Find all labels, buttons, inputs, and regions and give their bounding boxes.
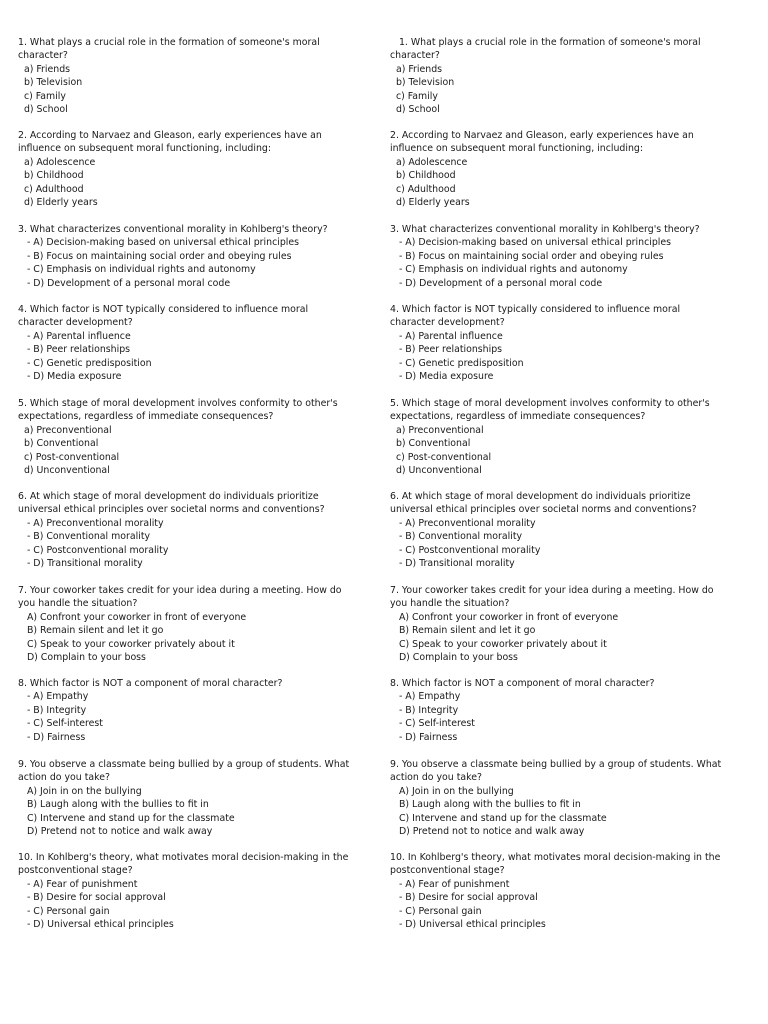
question-text: 9. You observe a classmate being bullied by a group of students. What — [390, 759, 722, 770]
answer-option: - A) Preconventional morality — [18, 517, 164, 529]
question-text: 2. According to Narvaez and Gleason, early experiences have an — [18, 130, 322, 141]
question-text: 6. At which stage of moral development do individuals prioritize — [18, 491, 319, 502]
answer-option: - D) Transitional morality — [390, 557, 515, 569]
answer-option: - D) Universal ethical principles — [18, 918, 174, 930]
answer-option: - B) Integrity — [18, 704, 87, 716]
question-text: 4. Which factor is NOT typically considered to influence moral — [18, 304, 309, 315]
answer-option: - C) Genetic predisposition — [390, 357, 524, 369]
question-text: 7. Your coworker takes credit for your idea during a meeting. How do — [18, 585, 342, 596]
answer-option: - C) Emphasis on individual rights and autonomy — [18, 264, 256, 276]
answer-option: - D) Transitional morality — [18, 557, 143, 569]
question-text: 3. What characterizes conventional morality in Kohlberg's theory? — [18, 224, 328, 235]
question-text: 9. You observe a classmate being bullied by a group of students. What — [18, 759, 350, 770]
question-block — [390, 584, 750, 664]
answer-option: - B) Peer relationships — [18, 344, 131, 356]
answer-option: a) Friends — [18, 63, 71, 75]
answer-option: b) Television — [18, 77, 83, 89]
answer-option: - C) Postconventional morality — [18, 544, 169, 556]
question-block — [18, 851, 378, 931]
answer-option: - A) Decision-making based on universal ethical principles — [390, 237, 672, 249]
answer-option: b) Childhood — [390, 170, 456, 182]
answer-option: b) Childhood — [18, 170, 84, 182]
answer-option: - D) Development of a personal moral code — [390, 277, 603, 289]
answer-option: c) Family — [18, 90, 66, 102]
question-text: universal ethical principles over societal norms and conventions? — [390, 504, 697, 516]
answer-option: B) Laugh along with the bullies to fit in — [18, 799, 209, 811]
question-text: influence on subsequent moral functioning, including: — [390, 143, 644, 155]
answer-option: A) Confront your coworker in front of everyone — [390, 611, 619, 623]
answer-option: d) Unconventional — [18, 464, 110, 476]
answer-option: - A) Parental influence — [390, 330, 503, 342]
answer-option: B) Remain silent and let it go — [390, 625, 536, 637]
question-block — [390, 677, 750, 744]
answer-option: - B) Integrity — [390, 704, 459, 716]
question-block — [390, 397, 750, 477]
question-block — [18, 758, 378, 838]
answer-option: - C) Genetic predisposition — [18, 357, 152, 369]
question-block — [18, 490, 378, 570]
answer-option: c) Family — [390, 90, 438, 102]
question-text: 5. Which stage of moral development involves conformity to other's — [18, 398, 338, 409]
question-text: influence on subsequent moral functioning, including: — [18, 143, 272, 155]
question-block — [390, 758, 750, 838]
question-block — [18, 303, 378, 383]
answer-option: - B) Peer relationships — [390, 344, 503, 356]
answer-option: B) Remain silent and let it go — [18, 625, 164, 637]
question-text: expectations, regardless of immediate consequences? — [18, 411, 274, 423]
answer-option: A) Join in on the bullying — [390, 785, 514, 797]
question-text: 10. In Kohlberg's theory, what motivates moral decision-making in the — [390, 852, 721, 863]
answer-option: d) Elderly years — [390, 196, 470, 208]
answer-option: - A) Empathy — [390, 691, 461, 703]
answer-option: - D) Media exposure — [18, 370, 122, 382]
answer-option: b) Conventional — [390, 438, 471, 450]
answer-option: C) Speak to your coworker privately about it — [18, 638, 235, 650]
answer-option: C) Intervene and stand up for the classmate — [390, 812, 607, 824]
question-text: postconventional stage? — [390, 865, 505, 877]
answer-option: c) Post-conventional — [18, 451, 120, 463]
answer-option: - C) Postconventional morality — [390, 544, 541, 556]
answer-option: - B) Conventional morality — [18, 531, 151, 543]
answer-option: a) Preconventional — [390, 424, 484, 436]
question-text: 10. In Kohlberg's theory, what motivates moral decision-making in the — [18, 852, 349, 863]
question-text: 2. According to Narvaez and Gleason, early experiences have an — [390, 130, 694, 141]
answer-option: - C) Personal gain — [18, 905, 110, 917]
answer-option: - D) Development of a personal moral code — [18, 277, 231, 289]
question-text: 7. Your coworker takes credit for your idea during a meeting. How do — [390, 585, 714, 596]
answer-option: - D) Media exposure — [390, 370, 494, 382]
question-text: 8. Which factor is NOT a component of moral character? — [18, 678, 283, 689]
answer-option: a) Friends — [390, 63, 443, 75]
question-text: 5. Which stage of moral development involves conformity to other's — [390, 398, 710, 409]
answer-option: - A) Parental influence — [18, 330, 131, 342]
answer-option: d) School — [390, 103, 440, 115]
answer-option: d) School — [18, 103, 68, 115]
question-block — [18, 584, 378, 664]
question-text: expectations, regardless of immediate consequences? — [390, 411, 646, 423]
question-text: 3. What characterizes conventional morality in Kohlberg's theory? — [390, 224, 700, 235]
answer-option: - C) Emphasis on individual rights and autonomy — [390, 264, 628, 276]
answer-option: - A) Empathy — [18, 691, 89, 703]
question-text: 1. What plays a crucial role in the formation of someone's moral — [18, 37, 320, 48]
answer-option: c) Adulthood — [390, 183, 456, 195]
question-text: character development? — [390, 317, 505, 329]
answer-option: b) Television — [390, 77, 455, 89]
question-block — [390, 36, 750, 116]
question-text: character? — [18, 50, 68, 62]
answer-option: a) Adolescence — [18, 156, 96, 168]
question-text: character? — [390, 50, 440, 62]
answer-option: - B) Desire for social approval — [18, 892, 166, 904]
question-block — [390, 303, 750, 383]
question-block — [18, 397, 378, 477]
answer-option: - C) Self-interest — [18, 718, 103, 730]
answer-option: - B) Desire for social approval — [390, 892, 538, 904]
answer-option: - A) Preconventional morality — [390, 517, 536, 529]
answer-option: a) Adolescence — [390, 156, 468, 168]
answer-option: - D) Universal ethical principles — [390, 918, 546, 930]
question-block — [18, 223, 378, 290]
question-text: 4. Which factor is NOT typically considered to influence moral — [390, 304, 681, 315]
question-block — [390, 129, 750, 209]
answer-option: c) Post-conventional — [390, 451, 492, 463]
question-text: 8. Which factor is NOT a component of moral character? — [390, 678, 655, 689]
answer-option: A) Join in on the bullying — [18, 785, 142, 797]
answer-option: C) Speak to your coworker privately about it — [390, 638, 607, 650]
answer-option: - A) Fear of punishment — [390, 878, 510, 890]
question-block — [390, 851, 750, 931]
question-text: action do you take? — [18, 772, 110, 784]
question-text: universal ethical principles over societal norms and conventions? — [18, 504, 325, 516]
question-block — [390, 223, 750, 290]
answer-option: b) Conventional — [18, 438, 99, 450]
question-text: you handle the situation? — [18, 598, 138, 610]
answer-option: - C) Personal gain — [390, 905, 482, 917]
answer-option: - B) Focus on maintaining social order and obeying rules — [390, 250, 664, 262]
question-text: 1. What plays a crucial role in the formation of someone's moral — [390, 37, 701, 48]
answer-option: - B) Conventional morality — [390, 531, 523, 543]
answer-option: D) Pretend not to notice and walk away — [18, 825, 213, 837]
answer-option: - A) Fear of punishment — [18, 878, 138, 890]
question-block — [18, 36, 378, 116]
answer-option: D) Complain to your boss — [18, 651, 146, 663]
question-block — [18, 129, 378, 209]
question-text: character development? — [18, 317, 133, 329]
question-text: postconventional stage? — [18, 865, 133, 877]
question-block — [18, 677, 378, 744]
answer-option: C) Intervene and stand up for the classmate — [18, 812, 235, 824]
question-text: action do you take? — [390, 772, 482, 784]
question-text: you handle the situation? — [390, 598, 510, 610]
answer-option: - D) Fairness — [18, 731, 86, 743]
answer-option: - A) Decision-making based on universal ethical principles — [18, 237, 300, 249]
answer-option: A) Confront your coworker in front of everyone — [18, 611, 247, 623]
answer-option: a) Preconventional — [18, 424, 112, 436]
question-block — [390, 490, 750, 570]
answer-option: - C) Self-interest — [390, 718, 475, 730]
answer-option: B) Laugh along with the bullies to fit in — [390, 799, 581, 811]
question-text: 6. At which stage of moral development do individuals prioritize — [390, 491, 691, 502]
answer-option: d) Unconventional — [390, 464, 482, 476]
answer-option: - D) Fairness — [390, 731, 458, 743]
answer-option: D) Complain to your boss — [390, 651, 518, 663]
answer-option: c) Adulthood — [18, 183, 84, 195]
answer-option: D) Pretend not to notice and walk away — [390, 825, 585, 837]
answer-option: d) Elderly years — [18, 196, 98, 208]
answer-option: - B) Focus on maintaining social order and obeying rules — [18, 250, 292, 262]
